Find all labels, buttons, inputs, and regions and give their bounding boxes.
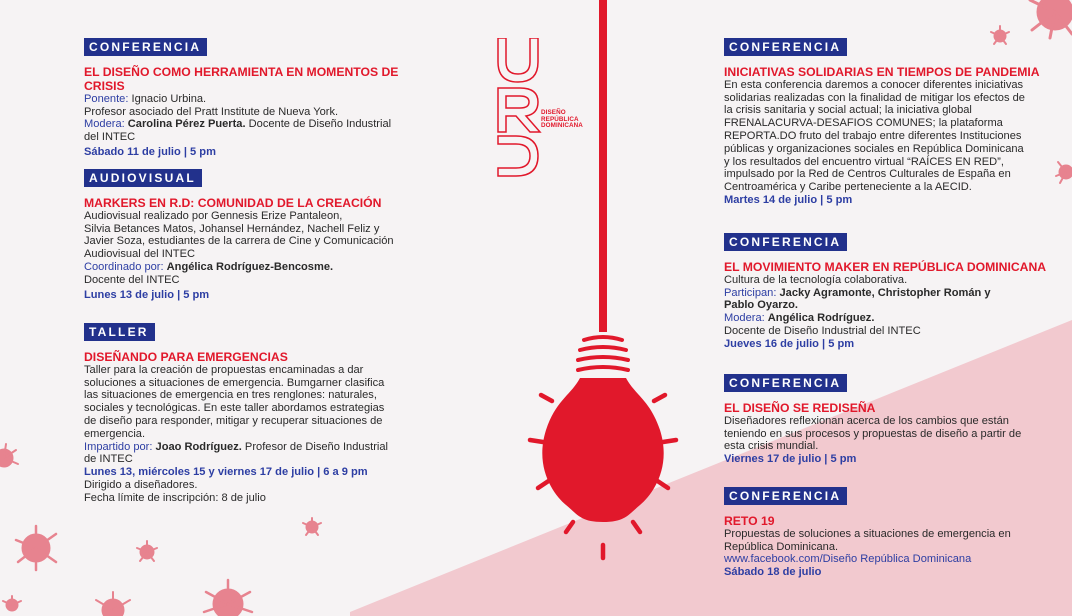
event-description: En esta conferencia daremos a conocer diferentes iniciativas	[724, 78, 1024, 91]
event-description: sociales y tecnológicas. En este taller abordamos estrategias	[84, 402, 385, 415]
event-card	[724, 487, 1062, 579]
event-title: EL MOVIMIENTO MAKER EN REPÚBLICA DOMINICANA	[724, 259, 1047, 274]
event-card	[724, 233, 1062, 351]
virus-6	[137, 541, 157, 561]
event-description: soluciones a situaciones de emergencia. Bumgarner clasifica	[84, 376, 385, 389]
event-date: Jueves 16 de julio | 5 pm	[724, 337, 855, 350]
event-description: teniendo en sus procesos y propuestas de diseño a partir de	[724, 427, 1022, 440]
event-date: Martes 14 de julio | 5 pm	[724, 193, 853, 206]
event-description: Propuestas de soluciones a situaciones de emergencia en	[724, 527, 1011, 540]
bulb-socket	[578, 337, 628, 370]
event-card	[724, 38, 1062, 207]
event-description: emergencia.	[84, 427, 146, 440]
category-tag: CONFERENCIA	[724, 38, 847, 56]
event-description: República Dominicana.	[724, 540, 839, 553]
event-description: Centroamérica y Caribe perteneciente a la AECID.	[724, 181, 972, 194]
event-description: Audiovisual del INTEC	[84, 248, 195, 261]
event-description: solidarias realizadas con la finalidad de mitigar los efectos de	[724, 91, 1025, 104]
lamp-cord	[599, 0, 607, 332]
category-tag: AUDIOVISUAL	[84, 169, 202, 187]
event-description: esta crisis mundial.	[724, 440, 819, 453]
event-title: EL DISEÑO SE REDISEÑA	[724, 400, 876, 415]
event-title: MARKERS EN R.D: COMUNIDAD DE LA CREACIÓN	[84, 195, 382, 210]
event-description: FRENALACURVA-DESAFIOS COMUNES; la plataforma	[724, 117, 1003, 130]
event-card	[724, 374, 1062, 466]
event-deadline: Fecha límite de inscripción: 8 de julio	[84, 491, 266, 504]
event-description: Javier Soza, estudiantes de la carrera de Cine y Comunicación	[84, 235, 394, 248]
event-date: Lunes 13 de julio | 5 pm	[84, 288, 210, 301]
category-tag: CONFERENCIA	[724, 374, 847, 392]
event-instructor-desc: de INTEC	[84, 453, 133, 466]
event-description: impulsado por la Red de Centros Culturales de España en	[724, 168, 1011, 181]
event-instructor: Impartido por: Joao Rodríguez. Profesor de Diseño Industrial	[84, 440, 388, 453]
event-description: las situaciones de emergencia en tres renglones: naturales,	[84, 389, 377, 402]
category-tag: CONFERENCIA	[724, 233, 847, 251]
event-description: públicas y organizaciones sociales en República Dominicana	[724, 142, 1024, 155]
event-moderator: Modera: Carolina Pérez Puerta. Docente de Diseño Industrial	[84, 118, 392, 131]
category-tag: CONFERENCIA	[724, 487, 847, 505]
event-speaker: Ponente: Ignacio Urbina.	[84, 92, 207, 105]
event-card	[84, 323, 429, 505]
event-description: Diseñadores reflexionan acerca de los cambios que están	[724, 414, 1009, 427]
event-description: de diseño para responder, mitigar y recuperar situaciones de	[84, 414, 383, 427]
event-description: REPORTA.DO fruto del trabajo entre diferentes Instituciones	[724, 129, 1022, 142]
facebook-link[interactable]: www.facebook.com/Diseño República Dominicana	[724, 553, 972, 566]
event-title: DISEÑANDO PARA EMERGENCIAS	[84, 349, 288, 364]
event-participants-cont: Pablo Oyarzo.	[724, 299, 798, 312]
event-moderator: Modera: Angélica Rodríguez.	[724, 312, 875, 325]
virus-8	[204, 580, 252, 616]
virus-1	[1030, 0, 1072, 38]
event-title: RETO 19	[724, 513, 775, 528]
logo-line: REPÚBLICA	[541, 115, 579, 123]
event-moderator-desc: Docente de Diseño Industrial del INTEC	[724, 324, 921, 337]
virus-10	[3, 596, 21, 611]
logo-line: DISEÑO	[541, 109, 566, 116]
event-title: INICIATIVAS SOLIDARIAS EN TIEMPOS DE PANDEMIA	[724, 64, 1040, 79]
event-description: Cultura de la tecnología colaborativa.	[724, 273, 908, 286]
event-date: Lunes 13, miércoles 15 y viernes 17 de julio | 6 a 9 pm	[84, 466, 368, 479]
event-coordinator: Coordinado por: Angélica Rodríguez-Bencosme.	[84, 260, 334, 273]
event-card	[84, 169, 429, 301]
event-participants: Participan: Jacky Agramonte, Christopher Román y	[724, 286, 991, 299]
virus-7	[303, 518, 321, 535]
logo-line: DOMINICANA	[541, 122, 583, 130]
event-date: Sábado 11 de julio | 5 pm	[84, 145, 216, 158]
logo-text	[541, 110, 583, 130]
event-title: EL DISEÑO COMO HERRAMIENTA EN MOMENTOS DE CRISIS	[84, 64, 399, 93]
event-description: Silvia Betances Matos, Johansel Hernández, Nachell Feliz y	[84, 222, 380, 235]
virus-9	[96, 592, 130, 616]
event-description: y los resultados del encuentro virtual “RAÍCES EN RED”,	[724, 155, 1004, 168]
event-note: Dirigido a diseñadores.	[84, 478, 198, 491]
event-moderator-desc: del INTEC	[84, 131, 136, 144]
category-tag: CONFERENCIA	[84, 38, 207, 56]
event-description: Profesor asociado del Pratt Institute de Nueva York.	[84, 105, 339, 118]
urd-logo	[496, 38, 544, 178]
event-description: Audiovisual realizado por Gennesis Erize Pantaleon,	[84, 209, 343, 222]
category-tag: TALLER	[84, 323, 155, 341]
event-date: Viernes 17 de julio | 5 pm	[724, 453, 857, 466]
event-description: la crisis sanitaria y social actual; la iniciativa global	[724, 104, 972, 117]
virus-5	[0, 444, 18, 467]
event-coordinator-desc: Docente del INTEC	[84, 273, 180, 286]
event-card	[84, 38, 429, 159]
event-date: Sábado 18 de julio	[724, 566, 822, 579]
virus-4	[16, 526, 56, 570]
event-description: Taller para la creación de propuestas encaminadas a dar	[84, 363, 364, 376]
